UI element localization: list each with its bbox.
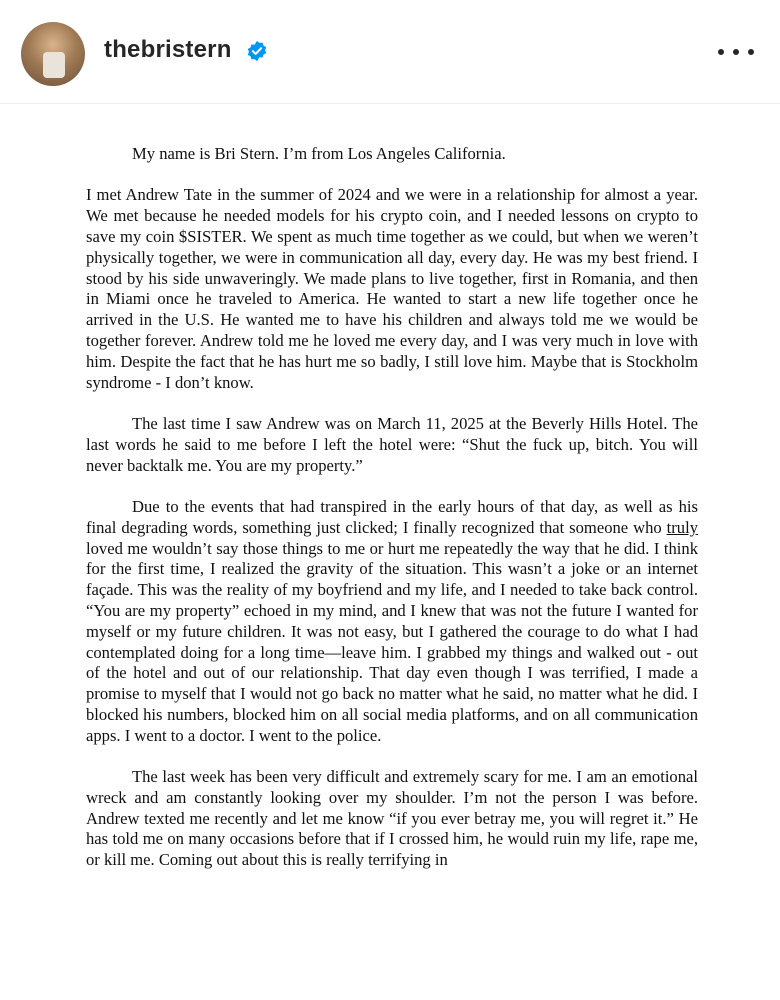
verified-badge-icon <box>246 40 268 62</box>
paragraph-leaving-start: Due to the events that had transpired in the early hours of that day, as well as his final degrading words, something just clicked; I finally recognized that someone who <box>86 496 698 537</box>
username-link[interactable]: thebristern <box>104 36 232 63</box>
paragraph-last-seen: The last time I saw Andrew was on March 11, 2025 at the Beverly Hills Hotel. The last words he said to me before I left the hotel were: “Shut the fuck up, bitch. You will never backtalk me. You are my property.” <box>86 413 698 475</box>
post-header <box>0 0 780 104</box>
paragraph-relationship: I met Andrew Tate in the summer of 2024 and we were in a relationship for almost a year. We met because he needed models for his crypto coin, and I needed lessons on crypto to save my coin $SISTER. We spent as much time together as we could, but when we weren’t physically together, we were in communication all day, every day. He was my best friend. I stood by his side unwaveringly. We made plans to live together, first in Romania, and then in Miami once he traveled to America. He wanted to start a new life together once he arrived in the U.S. He wanted me to have his children and always told me we would be together forever. Andrew told me he loved me every day, and I was very much in love with him. Despite the fact that he has hurt me so badly, I still love him. Maybe that is Stockholm syndrome - I don’t know. <box>86 185 698 392</box>
paragraph-leaving <box>86 497 698 747</box>
statement-document <box>86 144 698 892</box>
paragraph-aftermath: The last week has been very difficult and extremely scary for me. I am an emotional wreck and am constantly looking over my shoulder. I’m not the person I was before. Andrew texted me recently and let me know “if you ever betray me, you will regret it.” He has told me on many occasions before that if I crossed him, he would ruin my life, rape me, or kill me. Coming out about this is really terrifying in <box>86 767 698 870</box>
paragraph-leaving-end: loved me wouldn’t say those things to me or hurt me repeatedly the way that he did. I think for the first time, I realized the gravity of the situation. This wasn’t a joke or an internet façade. This was the reality of my boyfriend and my life, and I needed to take back control. “You are my property” echoed in my mind, and I knew that was not the future I wanted for myself or my future children. It was not easy, but I gathered the courage to do what I had contemplated doing for a long time—leave him. I grabbed my things and walked out - out of the hotel and out of our relationship. That day even though I was terrified, I made a promise to myself that I would not go back no matter what he said, no matter what he did. I blocked his numbers, blocked him on all social media platforms, and on all communication apps. I went to a doctor. I went to the police. <box>86 538 698 745</box>
avatar[interactable] <box>21 22 85 86</box>
underlined-word: truly <box>666 517 698 537</box>
paragraph-intro: My name is Bri Stern. I’m from Los Angeles California. <box>132 144 506 163</box>
more-options-icon[interactable] <box>718 40 754 64</box>
